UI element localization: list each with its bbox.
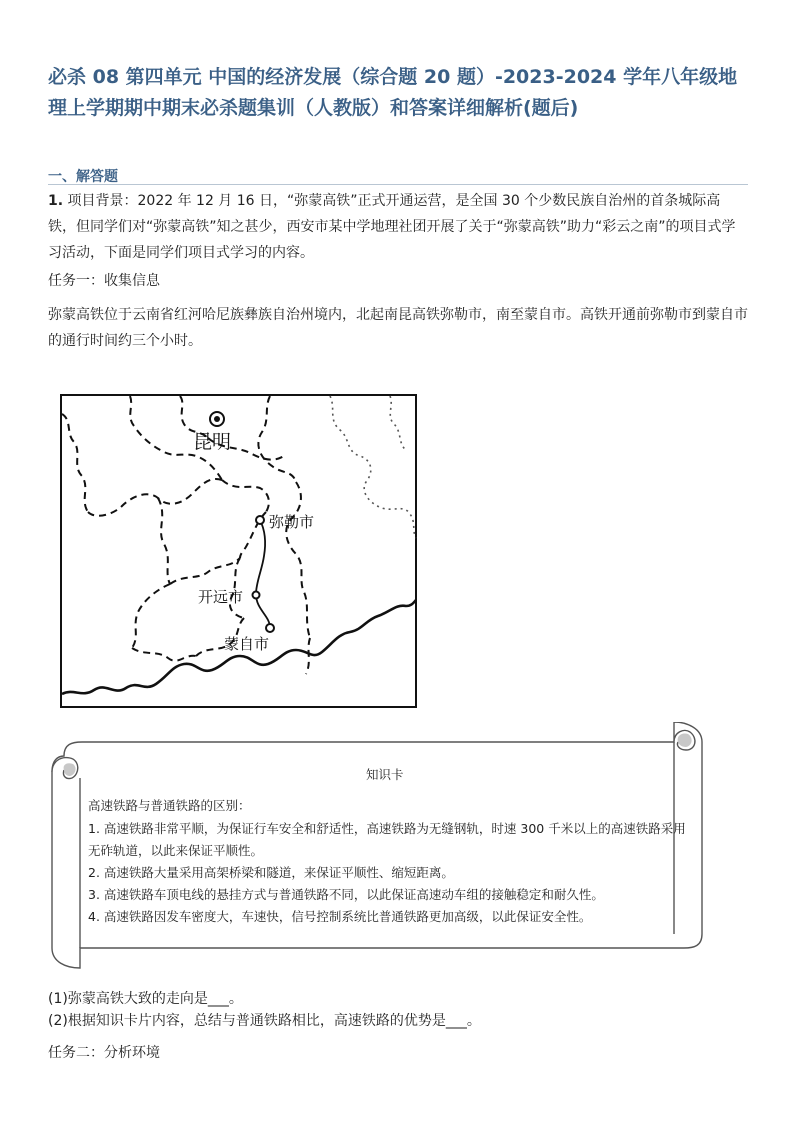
task-1-title: 任务一：收集信息 — [48, 273, 160, 289]
document-title: 必杀 08 第四单元 中国的经济发展（综合题 20 题）-2023-2024 学年八年级地理上学期期中期末必杀题集训（人教版）和答案详细解析(题后) — [48, 66, 738, 119]
knowledge-card-list — [88, 818, 698, 928]
kunming-marker — [210, 412, 224, 426]
label-mengzi: 蒙自市 — [224, 635, 270, 653]
kaiyuan-station — [253, 592, 260, 599]
question-number: 1. — [48, 193, 64, 209]
sub-question-1: (1)弥蒙高铁大致的走向是___。 — [48, 991, 243, 1007]
knowledge-card-item: 4. 高速铁路因发车密度大，车速快，信号控制系统比普通铁路更加高级，以此保证安全性。 — [88, 909, 592, 924]
task-1-description: 弥蒙高铁位于云南省红河哈尼族彝族自治州境内，北起南昆高铁弥勒市，南至蒙自市。高铁开通前弥勒市到蒙自市的通行时间约三个小时。 — [48, 307, 748, 349]
knowledge-card-item: 1. 高速铁路非常平顺，为保证行车安全和舒适性，高速铁路为无缝钢轨，时速 300 千米以上的高速铁路采用无砟轨道，以此来保证平顺性。 — [88, 821, 686, 858]
question-1-background — [48, 188, 748, 266]
knowledge-card-item: 2. 高速铁路大量采用高架桥梁和隧道，来保证平顺性、缩短距离。 — [88, 865, 454, 880]
mile-station — [256, 516, 264, 524]
mengzi-station — [266, 624, 274, 632]
knowledge-card-title: 知识卡 — [366, 767, 404, 782]
background-text: 项目背景：2022 年 12 月 16 日，“弥蒙高铁”正式开通运营，是全国 30 个少数民族自治州的首条城际高铁，但同学们对“弥蒙高铁”知之甚少，西安市某中学地理社团开展了关于“弥蒙高铁”助力“彩云之南”的项目式学习活动，下面是同学们项目式学习的内容。 — [48, 193, 736, 261]
railway-map — [60, 394, 418, 710]
knowledge-card-item: 3. 高速铁路车顶电线的悬挂方式与普通铁路不同，以此保证高速动车组的接触稳定和耐久性。 — [88, 887, 604, 902]
label-kaiyuan: 开远市 — [198, 588, 244, 606]
label-mile: 弥勒市 — [269, 513, 315, 531]
label-kunming: 昆明 — [193, 431, 232, 453]
map-frame — [61, 395, 416, 707]
task-2-title: 任务二：分析环境 — [48, 1045, 160, 1061]
section-divider — [48, 184, 748, 185]
sub-question-2: (2)根据知识卡片内容，总结与普通铁路相比，高速铁路的优势是___。 — [48, 1013, 481, 1029]
section-heading: 一、解答题 — [48, 169, 118, 185]
knowledge-card-heading: 高速铁路与普通铁路的区别： — [88, 798, 251, 813]
